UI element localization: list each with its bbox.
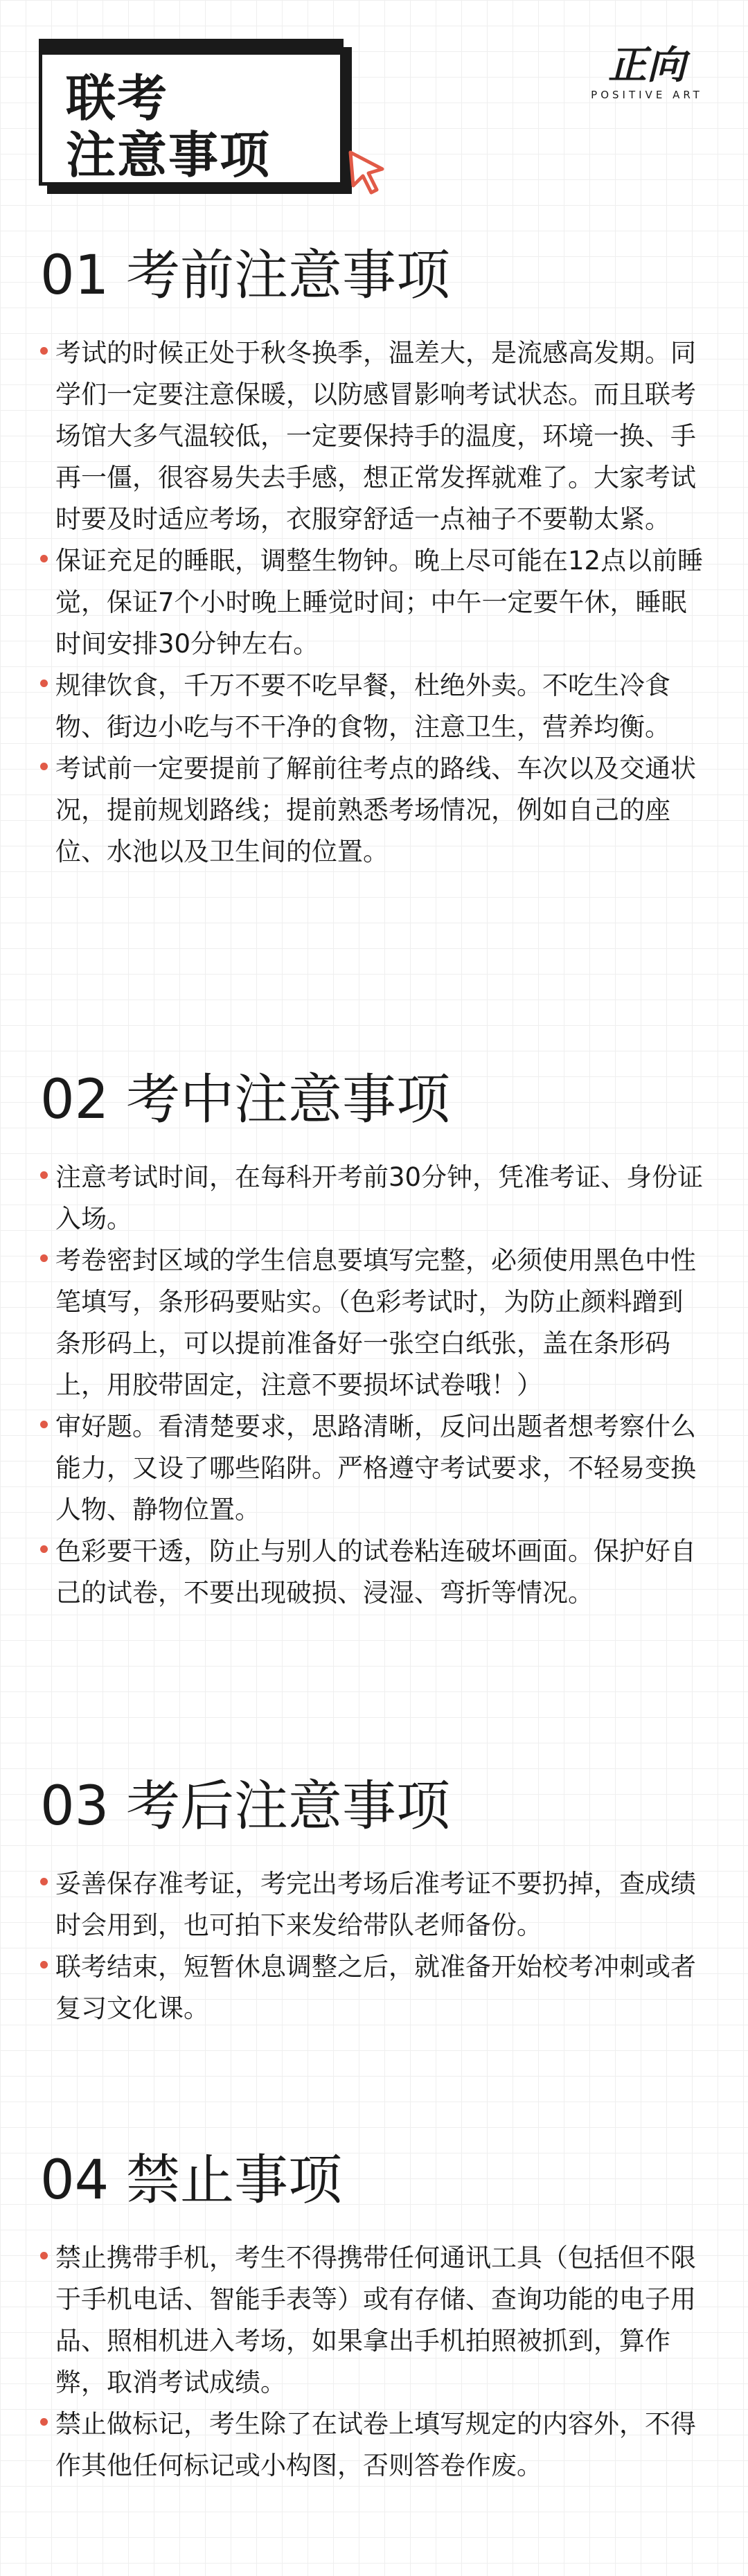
cursor-arrow-icon bbox=[345, 148, 391, 198]
bullet-dot-icon bbox=[40, 1421, 48, 1428]
page-title bbox=[66, 70, 271, 184]
list-item-text: 色彩要干透，防止与别人的试卷粘连破坏画面。保护好自己的试卷，不要出现破损、浸湿、弯折等情况。 bbox=[55, 1536, 696, 1608]
list-item-text: 保证充足的睡眠，调整生物钟。晚上尽可能在12点以前睡觉，保证7个小时晚上睡觉时间；中午一定要午休，睡眠时间安排30分钟左右。 bbox=[55, 546, 704, 659]
list-item-text: 考试前一定要提前了解前往考点的路线、车次以及交通状况，提前规划路线；提前熟悉考场情况，例如自己的座位、水池以及卫生间的位置。 bbox=[55, 754, 696, 867]
bullet-dot-icon bbox=[40, 1878, 48, 1885]
list-item-text: 审好题。看清楚要求，思路清晰，反问出题者想考察什么能力，又设了哪些陷阱。严格遵守考试要求，不轻易变换人物、静物位置。 bbox=[55, 1412, 696, 1525]
page-title-line-1: 联考 bbox=[66, 69, 169, 127]
section-heading: 02 考中注意事项 bbox=[40, 1069, 451, 1131]
title-badge bbox=[39, 39, 344, 186]
section-heading: 01 考前注意事项 bbox=[40, 245, 451, 307]
section-during-exam bbox=[40, 1067, 708, 1614]
bullet-dot-icon bbox=[40, 1254, 48, 1262]
list-item bbox=[40, 1863, 708, 1946]
bullet-dot-icon bbox=[40, 1961, 48, 1969]
list-item bbox=[40, 332, 708, 540]
list-item bbox=[40, 1240, 708, 1406]
section-heading: 04 禁止事项 bbox=[40, 2149, 343, 2212]
list-item bbox=[40, 540, 708, 665]
list-item bbox=[40, 1406, 708, 1531]
bullet-dot-icon bbox=[40, 347, 48, 355]
bullet-dot-icon bbox=[40, 679, 48, 687]
bullet-dot-icon bbox=[40, 2252, 48, 2259]
brand-logo-subtitle: POSITIVE ART bbox=[591, 89, 703, 101]
title-badge-bar bbox=[42, 42, 340, 55]
list-item-text: 考试的时候正处于秋冬换季，温差大，是流感高发期。同学们一定要注意保暖，以防感冒影响考试状态。而且联考场馆大多气温较低，一定要保持手的温度，环境一换、手再一僵，很容易失去手感，想正常发挥就难了。大家考试时要及时适应考场，衣服穿舒适一点袖子不要勒太紧。 bbox=[55, 338, 696, 534]
list-item-text: 妥善保存准考证，考完出考场后准考证不要扔掉，查成绩时会用到，也可拍下来发给带队老师备份。 bbox=[55, 1869, 696, 1940]
section-after-exam bbox=[40, 1773, 708, 2029]
section-prohibited bbox=[40, 2147, 708, 2487]
section-before-exam bbox=[40, 242, 708, 873]
bullet-dot-icon bbox=[40, 555, 48, 562]
brand-logo-mark: 正向 bbox=[608, 42, 686, 88]
page-title-line-2: 注意事项 bbox=[66, 126, 271, 184]
list-item bbox=[40, 2404, 708, 2487]
bullet-dot-icon bbox=[40, 1545, 48, 1553]
list-item-text: 禁止做标记，考生除了在试卷上填写规定的内容外，不得作其他任何标记或小构图，否则答卷作废。 bbox=[55, 2409, 696, 2480]
bullet-dot-icon bbox=[40, 1171, 48, 1179]
list-item-text: 规律饮食，千万不要不吃早餐，杜绝外卖。不吃生冷食物、街边小吃与不干净的食物，注意卫生，营养均衡。 bbox=[55, 670, 670, 742]
list-item bbox=[40, 748, 708, 873]
bullet-dot-icon bbox=[40, 2418, 48, 2426]
list-item-text: 禁止携带手机，考生不得携带任何通讯工具（包括但不限于手机电话、智能手表等）或有存储、查询功能的电子用品、照相机进入考场，如果拿出手机拍照被抓到，算作弊，取消考试成绩。 bbox=[55, 2243, 696, 2397]
list-item bbox=[40, 1946, 708, 2029]
section-heading: 03 考后注意事项 bbox=[40, 1775, 451, 1838]
list-item-text: 联考结束，短暂休息调整之后，就准备开始校考冲刺或者复习文化课。 bbox=[55, 1952, 696, 2023]
list-item-text: 考卷密封区域的学生信息要填写完整，必须使用黑色中性笔填写，条形码要贴实。（色彩考试时，为防止颜料蹭到条形码上，可以提前准备好一张空白纸张，盖在条形码上，用胶带固定，注意不要损坏试卷哦！） bbox=[55, 1245, 696, 1400]
list-item bbox=[40, 1531, 708, 1614]
bullet-dot-icon bbox=[40, 763, 48, 770]
list-item bbox=[40, 2237, 708, 2404]
list-item bbox=[40, 1157, 708, 1240]
list-item bbox=[40, 665, 708, 748]
brand-logo bbox=[585, 44, 709, 101]
list-item-text: 注意考试时间，在每科开考前30分钟，凭准考证、身份证入场。 bbox=[55, 1162, 704, 1234]
